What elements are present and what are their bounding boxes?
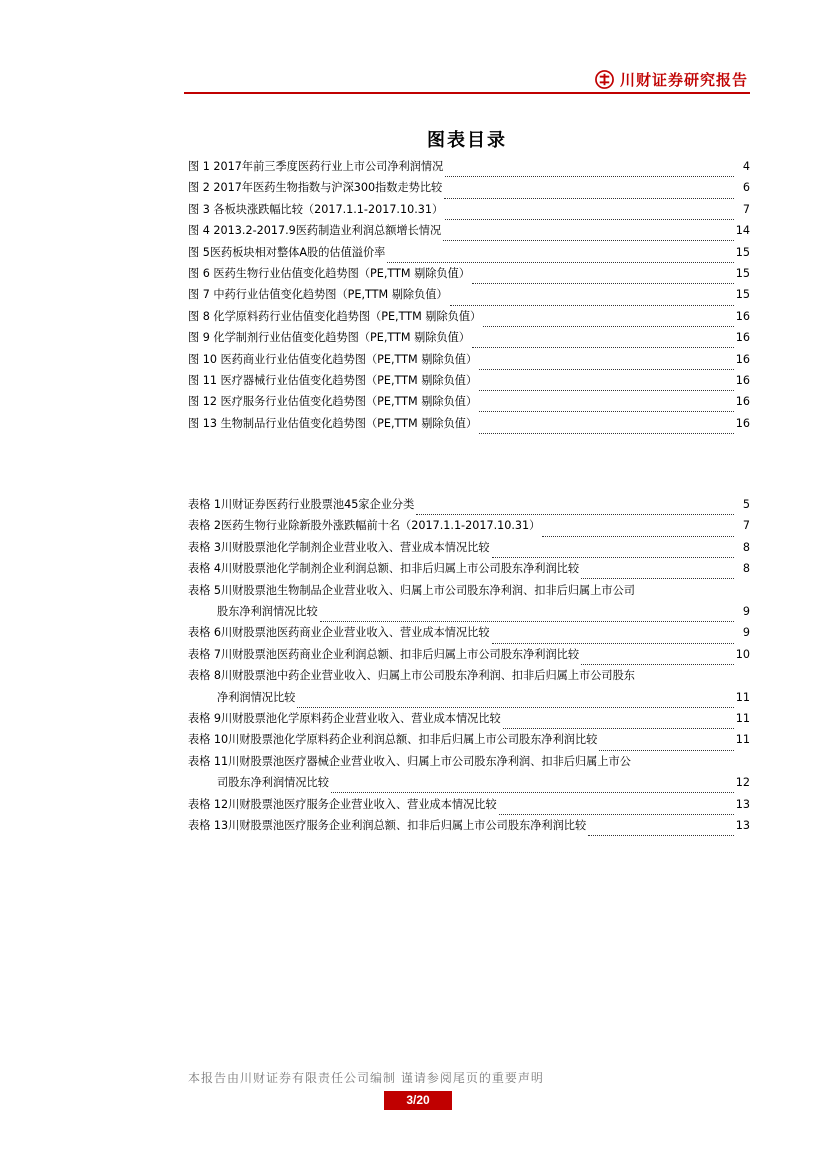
- dot-leader: [492, 633, 734, 644]
- figure-entry[interactable]: [188, 224, 750, 245]
- dot-leader: [479, 380, 734, 391]
- entry-label: 图 8 化学原料药行业估值变化趋势图（PE,TTM 剔除负值）: [188, 309, 482, 323]
- toc-row-continued: [188, 691, 750, 712]
- entry-page-number: 5: [742, 498, 750, 511]
- entry-page-number: 16: [735, 352, 750, 366]
- figure-list: [188, 160, 750, 438]
- dot-leader: [483, 316, 734, 327]
- toc-row: [188, 755, 750, 776]
- dot-leader: [479, 401, 734, 412]
- entry-label: 图 12 医疗服务行业估值变化趋势图（PE,TTM 剔除负值）: [188, 395, 478, 409]
- toc-row: [188, 733, 750, 754]
- entry-label: 图 11 医疗器械行业估值变化趋势图（PE,TTM 剔除负值）: [188, 373, 478, 387]
- entry-page-number: 7: [742, 202, 750, 216]
- toc-row: [188, 395, 750, 416]
- table-list: [188, 498, 750, 840]
- figure-entry[interactable]: [188, 417, 750, 438]
- page-number-badge: 3/20: [384, 1091, 452, 1110]
- dot-leader: [416, 504, 734, 515]
- dot-leader: [387, 252, 733, 263]
- entry-label-continued: 司股东净利润情况比较: [217, 776, 329, 790]
- figure-entry[interactable]: [188, 181, 750, 202]
- table-entry[interactable]: [188, 669, 750, 712]
- entry-label: 图 4 2013.2-2017.9医药制造业利润总额增长情况: [188, 224, 442, 238]
- toc-row-continued: [188, 605, 750, 626]
- entry-label: 表格 2医药生物行业除新股外涨跌幅前十名（2017.1.1-2017.10.31）: [188, 519, 541, 533]
- toc-row: [188, 519, 750, 540]
- toc-row: [188, 331, 750, 352]
- entry-page-number: 7: [742, 519, 750, 533]
- header-divider: [184, 92, 750, 94]
- page-header: [184, 64, 750, 94]
- dot-leader: [472, 273, 734, 284]
- entry-page-number: 9: [742, 604, 750, 618]
- entry-page-number: 11: [735, 733, 750, 747]
- table-entry[interactable]: [188, 819, 750, 840]
- table-entry[interactable]: [188, 712, 750, 733]
- dot-leader: [450, 295, 734, 306]
- entry-label: 表格 12川财股票池医疗服务企业营业收入、营业成本情况比较: [188, 797, 497, 811]
- dot-leader: [503, 718, 734, 729]
- entry-page-number: 15: [735, 266, 750, 280]
- dot-leader: [444, 188, 734, 199]
- figure-entry[interactable]: [188, 246, 750, 267]
- entry-page-number: 11: [735, 711, 750, 725]
- entry-label: 表格 10川财股票池化学原料药企业利润总额、扣非后归属上市公司股东净利润比较: [188, 733, 598, 747]
- toc-row: [188, 562, 750, 583]
- figure-entry[interactable]: [188, 288, 750, 309]
- toc-row-continued: [188, 776, 750, 797]
- toc-row: [188, 584, 750, 605]
- toc-row: [188, 288, 750, 309]
- entry-label: 图 7 中药行业估值变化趋势图（PE,TTM 剔除负值）: [188, 288, 448, 302]
- dot-leader: [581, 568, 734, 579]
- toc-row: [188, 669, 750, 690]
- entry-page-number: 15: [735, 245, 750, 259]
- figure-entry[interactable]: [188, 374, 750, 395]
- figure-entry[interactable]: [188, 203, 750, 224]
- dot-leader: [599, 740, 733, 751]
- entry-label: 图 5医药板块相对整体A股的估值溢价率: [188, 245, 386, 259]
- entry-page-number: 16: [735, 373, 750, 387]
- toc-row: [188, 798, 750, 819]
- table-entry[interactable]: [188, 584, 750, 627]
- toc-row: [188, 353, 750, 374]
- entry-page-number: 16: [735, 416, 750, 430]
- toc-row: [188, 417, 750, 438]
- entry-label: 表格 4川财股票池化学制剂企业利润总额、扣非后归属上市公司股东净利润比较: [188, 562, 580, 576]
- toc-row: [188, 712, 750, 733]
- table-entry[interactable]: [188, 541, 750, 562]
- entry-label: 图 1 2017年前三季度医药行业上市公司净利润情况: [188, 160, 444, 173]
- dot-leader: [297, 697, 733, 708]
- entry-label: 表格 7川财股票池医药商业企业利润总额、扣非后归属上市公司股东净利润比较: [188, 647, 580, 661]
- entry-label: 表格 9川财股票池化学原料药企业营业收入、营业成本情况比较: [188, 711, 501, 725]
- brand: [595, 68, 748, 90]
- table-entry[interactable]: [188, 498, 750, 519]
- entry-page-number: 16: [735, 331, 750, 345]
- figure-entry[interactable]: [188, 353, 750, 374]
- entry-page-number: 13: [735, 818, 750, 832]
- entry-page-number: 12: [735, 776, 750, 790]
- entry-page-number: 8: [742, 540, 750, 554]
- entry-label: 表格 13川财股票池医疗服务企业利润总额、扣非后归属上市公司股东净利润比较: [188, 818, 587, 832]
- toc-row: [188, 267, 750, 288]
- dot-leader: [588, 825, 734, 836]
- entry-label-continued: 股东净利润情况比较: [217, 604, 318, 618]
- entry-label: 表格 8川财股票池中药企业营业收入、归属上市公司股东净利润、扣非后归属上市公司股东: [188, 669, 635, 683]
- chuancai-logo-icon: [595, 70, 614, 89]
- dot-leader: [445, 209, 734, 220]
- entry-page-number: 16: [735, 395, 750, 409]
- entry-label: 表格 1川财证券医药行业股票池45家企业分类: [188, 498, 415, 511]
- figure-entry[interactable]: [188, 310, 750, 331]
- entry-label: 图 13 生物制品行业估值变化趋势图（PE,TTM 剔除负值）: [188, 416, 478, 430]
- figure-entry[interactable]: [188, 267, 750, 288]
- figure-entry[interactable]: [188, 395, 750, 416]
- toc-row: [188, 224, 750, 245]
- dot-leader: [542, 526, 734, 537]
- entry-page-number: 16: [735, 309, 750, 323]
- table-entry[interactable]: [188, 519, 750, 540]
- toc-row: [188, 181, 750, 202]
- dot-leader: [581, 654, 734, 665]
- entry-page-number: 10: [735, 647, 750, 661]
- table-entry[interactable]: [188, 648, 750, 669]
- dot-leader: [472, 337, 734, 348]
- entry-page-number: 15: [735, 288, 750, 302]
- entry-page-number: 6: [742, 181, 750, 195]
- figure-entry[interactable]: [188, 331, 750, 352]
- toc-row: [188, 819, 750, 840]
- dot-leader: [445, 166, 734, 177]
- entry-label: 图 6 医药生物行业估值变化趋势图（PE,TTM 剔除负值）: [188, 266, 471, 280]
- table-entry[interactable]: [188, 798, 750, 819]
- entry-label: 图 2 2017年医药生物指数与沪深300指数走势比较: [188, 181, 443, 195]
- toc-row: [188, 626, 750, 647]
- entry-label: 表格 6川财股票池医药商业企业营业收入、营业成本情况比较: [188, 626, 490, 640]
- table-entry[interactable]: [188, 562, 750, 583]
- entry-label: 图 9 化学制剂行业估值变化趋势图（PE,TTM 剔除负值）: [188, 331, 471, 345]
- dot-leader: [320, 611, 734, 622]
- toc-row: [188, 498, 750, 519]
- brand-name: 川财证券研究报告: [619, 70, 748, 89]
- entry-label: 图 3 各板块涨跌幅比较（2017.1.1-2017.10.31）: [188, 202, 444, 216]
- toc-row: [188, 160, 750, 181]
- entry-page-number: 13: [735, 797, 750, 811]
- figure-entry[interactable]: [188, 160, 750, 181]
- entry-page-number: 8: [742, 562, 750, 576]
- toc-row: [188, 648, 750, 669]
- toc-row: [188, 541, 750, 562]
- entry-label-continued: 净利润情况比较: [217, 690, 296, 704]
- toc-row: [188, 374, 750, 395]
- entry-label: 图 10 医药商业行业估值变化趋势图（PE,TTM 剔除负值）: [188, 352, 478, 366]
- entry-label: 表格 3川财股票池化学制剂企业营业收入、营业成本情况比较: [188, 540, 490, 554]
- entry-page-number: 14: [735, 224, 750, 238]
- table-entry[interactable]: [188, 626, 750, 647]
- dot-leader: [443, 230, 734, 241]
- table-entry[interactable]: [188, 755, 750, 798]
- dot-leader: [479, 359, 734, 370]
- dot-leader: [492, 547, 734, 558]
- dot-leader: [499, 804, 734, 815]
- page-title: 图表目录: [427, 130, 507, 151]
- entry-label: 表格 11川财股票池医疗器械企业营业收入、归属上市公司股东净利润、扣非后归属上市公: [188, 754, 631, 768]
- entry-page-number: 9: [742, 626, 750, 640]
- toc-row: [188, 203, 750, 224]
- toc-row: [188, 310, 750, 331]
- footer-disclaimer: 本报告由川财证券有限责任公司编制 谨请参阅尾页的重要声明: [188, 1071, 544, 1085]
- dot-leader: [479, 423, 734, 434]
- entry-page-number: 11: [735, 690, 750, 704]
- toc-row: [188, 246, 750, 267]
- table-entry[interactable]: [188, 733, 750, 754]
- entry-label: 表格 5川财股票池生物制品企业营业收入、归属上市公司股东净利润、扣非后归属上市公司: [188, 583, 635, 597]
- dot-leader: [331, 782, 734, 793]
- entry-page-number: 4: [742, 160, 750, 173]
